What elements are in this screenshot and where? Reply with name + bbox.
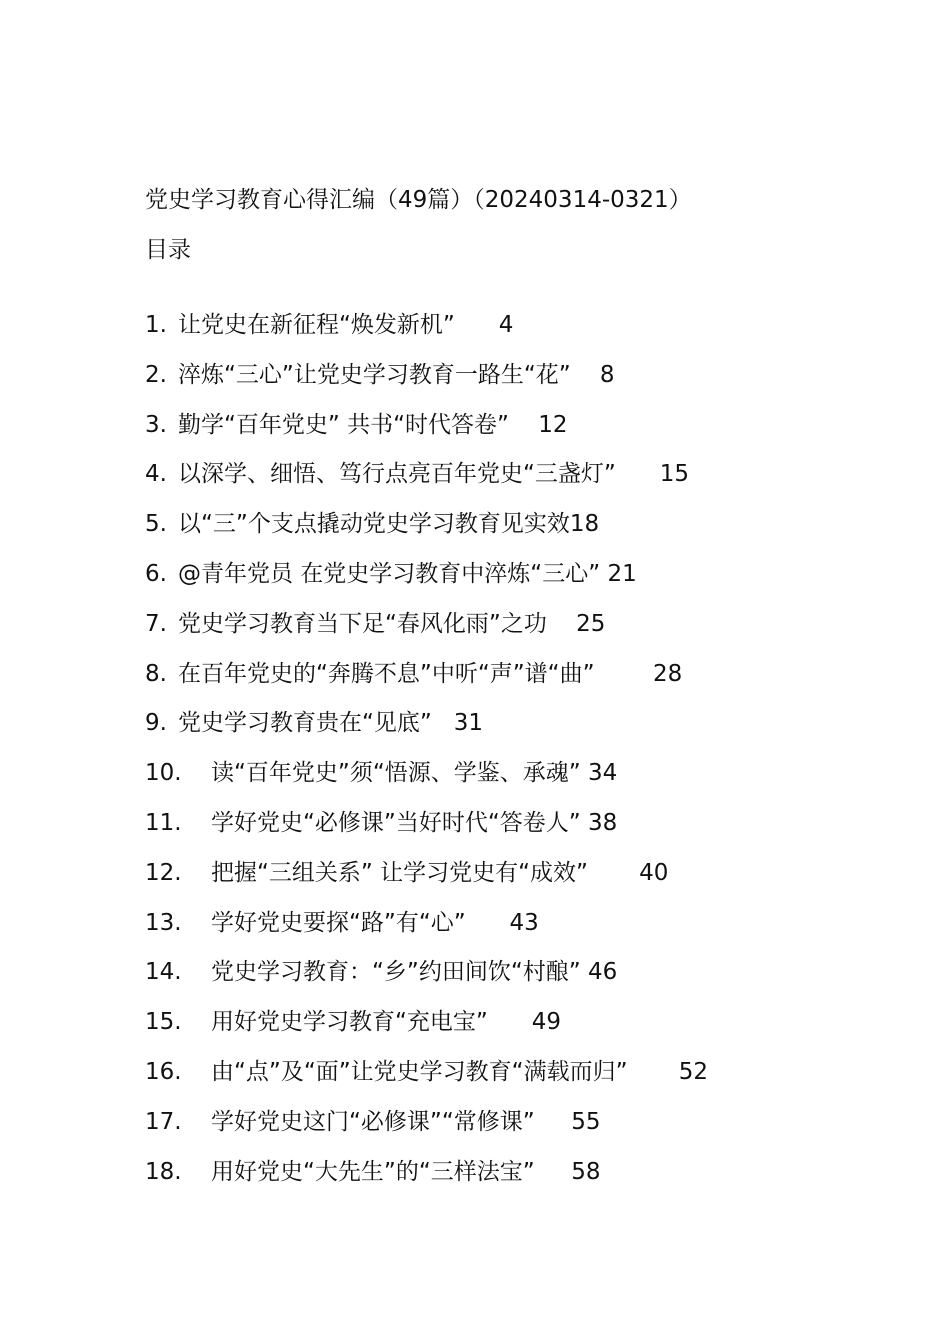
toc-item-14[interactable] <box>145 956 708 1006</box>
toc-item-title: 勤学“百年党史” 共书“时代答卷” <box>178 411 509 438</box>
toc-item-number: 14. <box>145 959 182 986</box>
toc-item-number: 9. <box>145 710 167 737</box>
toc-item-title: 党史学习教育贵在“见底” <box>178 710 432 737</box>
toc-item-gap <box>509 412 538 438</box>
toc-item-12[interactable] <box>145 857 708 907</box>
toc-item-number: 10. <box>145 760 182 787</box>
toc-list <box>145 309 708 1205</box>
toc-item-page: 40 <box>639 859 669 886</box>
toc-item-title: 党史学习教育：“乡”约田间饮“村酿” <box>211 959 581 986</box>
toc-item-gap <box>466 910 510 936</box>
toc-item-page: 12 <box>538 411 568 438</box>
toc-item-gap <box>581 760 588 786</box>
toc-item-15[interactable] <box>145 1006 708 1056</box>
toc-item-13[interactable] <box>145 907 708 957</box>
toc-item-page: 21 <box>607 560 637 587</box>
toc-item-page: 43 <box>509 909 539 936</box>
toc-item-page: 38 <box>587 809 618 836</box>
toc-item-gap <box>432 710 454 736</box>
toc-item-page: 28 <box>653 660 683 687</box>
toc-item-number: 11. <box>145 809 182 836</box>
toc-item-number: 13. <box>145 909 182 936</box>
toc-item-number: 4. <box>145 461 167 488</box>
toc-item-gap <box>588 860 639 886</box>
toc-item-gap <box>488 1009 532 1035</box>
toc-item-gap <box>455 312 499 338</box>
toc-item-number: 6. <box>145 560 167 587</box>
toc-item-title: 以“三”个支点撬动党史学习教育见实效 <box>178 511 570 538</box>
toc-item-gap <box>547 611 576 637</box>
toc-item-8[interactable] <box>145 658 708 708</box>
toc-item-title: 由“点”及“面”让党史学习教育“满载而归” <box>211 1058 628 1085</box>
toc-item-page: 58 <box>571 1158 601 1185</box>
toc-item-page: 55 <box>571 1108 601 1135</box>
toc-item-number: 12. <box>145 859 182 886</box>
toc-item-3[interactable] <box>145 409 708 459</box>
toc-item-title: 淬炼“三心”让党史学习教育一路生“花” <box>178 361 571 388</box>
toc-item-18[interactable] <box>145 1156 708 1206</box>
toc-item-page: 49 <box>531 1009 561 1036</box>
toc-item-title: 以深学、细悟、笃行点亮百年党史“三盏灯” <box>178 461 616 488</box>
toc-item-11[interactable] <box>145 807 708 857</box>
toc-item-page: 4 <box>498 312 514 338</box>
toc-item-title: 学好党史要探“路”有“心” <box>211 909 466 936</box>
toc-item-number: 8. <box>145 660 167 687</box>
toc-item-page: 34 <box>587 760 618 787</box>
toc-item-16[interactable] <box>145 1056 708 1106</box>
toc-item-4[interactable] <box>145 458 708 508</box>
toc-item-page: 46 <box>587 959 618 986</box>
toc-item-2[interactable] <box>145 359 708 409</box>
toc-item-17[interactable] <box>145 1106 708 1156</box>
toc-item-title: 学好党史这门“必修课”“常修课” <box>211 1108 535 1135</box>
toc-item-page: 25 <box>576 610 606 637</box>
toc-item-page: 15 <box>659 461 689 488</box>
toc-item-gap <box>616 461 660 487</box>
toc-item-gap <box>571 362 600 388</box>
toc-item-gap <box>535 1109 572 1135</box>
toc-item-number: 16. <box>145 1058 182 1085</box>
toc-item-title: 让党史在新征程“焕发新机” <box>178 312 455 338</box>
toc-item-number: 15. <box>145 1009 182 1036</box>
toc-item-title: 读“百年党史”须“悟源、学鉴、承魂” <box>211 760 581 787</box>
toc-item-title: 用好党史学习教育“充电宝” <box>211 1009 488 1036</box>
toc-item-title: 党史学习教育当下足“春风化雨”之功 <box>178 610 547 637</box>
toc-item-number: 18. <box>145 1158 182 1185</box>
toc-item-10[interactable] <box>145 757 708 807</box>
toc-item-number: 1. <box>145 312 167 338</box>
toc-item-page: 8 <box>599 361 615 388</box>
toc-item-title: @青年党员 在党史学习教育中淬炼“三心” <box>178 560 601 587</box>
toc-item-number: 2. <box>145 361 167 388</box>
toc-item-number: 7. <box>145 610 167 637</box>
toc-item-7[interactable] <box>145 608 708 658</box>
toc-item-gap <box>595 661 654 687</box>
toc-item-title: 在百年党史的“奔腾不息”中听“声”谱“曲” <box>178 660 595 687</box>
toc-item-gap <box>581 959 588 985</box>
toc-item-9[interactable] <box>145 707 708 757</box>
toc-item-title: 学好党史“必修课”当好时代“答卷人” <box>211 809 581 836</box>
document-title: 党史学习教育心得汇编（49篇）（20240314-0321） <box>145 187 692 213</box>
toc-item-title: 用好党史“大先生”的“三样法宝” <box>211 1158 535 1185</box>
toc-item-gap <box>581 810 588 836</box>
toc-item-page: 18 <box>569 511 600 538</box>
toc-item-gap <box>535 1159 572 1185</box>
toc-item-number: 3. <box>145 411 167 438</box>
toc-item-1[interactable] <box>145 309 708 359</box>
toc-item-gap <box>628 1059 679 1085</box>
toc-item-6[interactable] <box>145 558 708 608</box>
toc-item-number: 17. <box>145 1108 182 1135</box>
toc-item-page: 52 <box>678 1058 708 1085</box>
toc-heading: 目录 <box>145 237 191 263</box>
toc-item-number: 5. <box>145 511 167 538</box>
toc-item-page: 31 <box>453 710 484 737</box>
toc-item-5[interactable] <box>145 508 708 558</box>
toc-item-title: 把握“三组关系” 让学习党史有“成效” <box>211 859 588 886</box>
